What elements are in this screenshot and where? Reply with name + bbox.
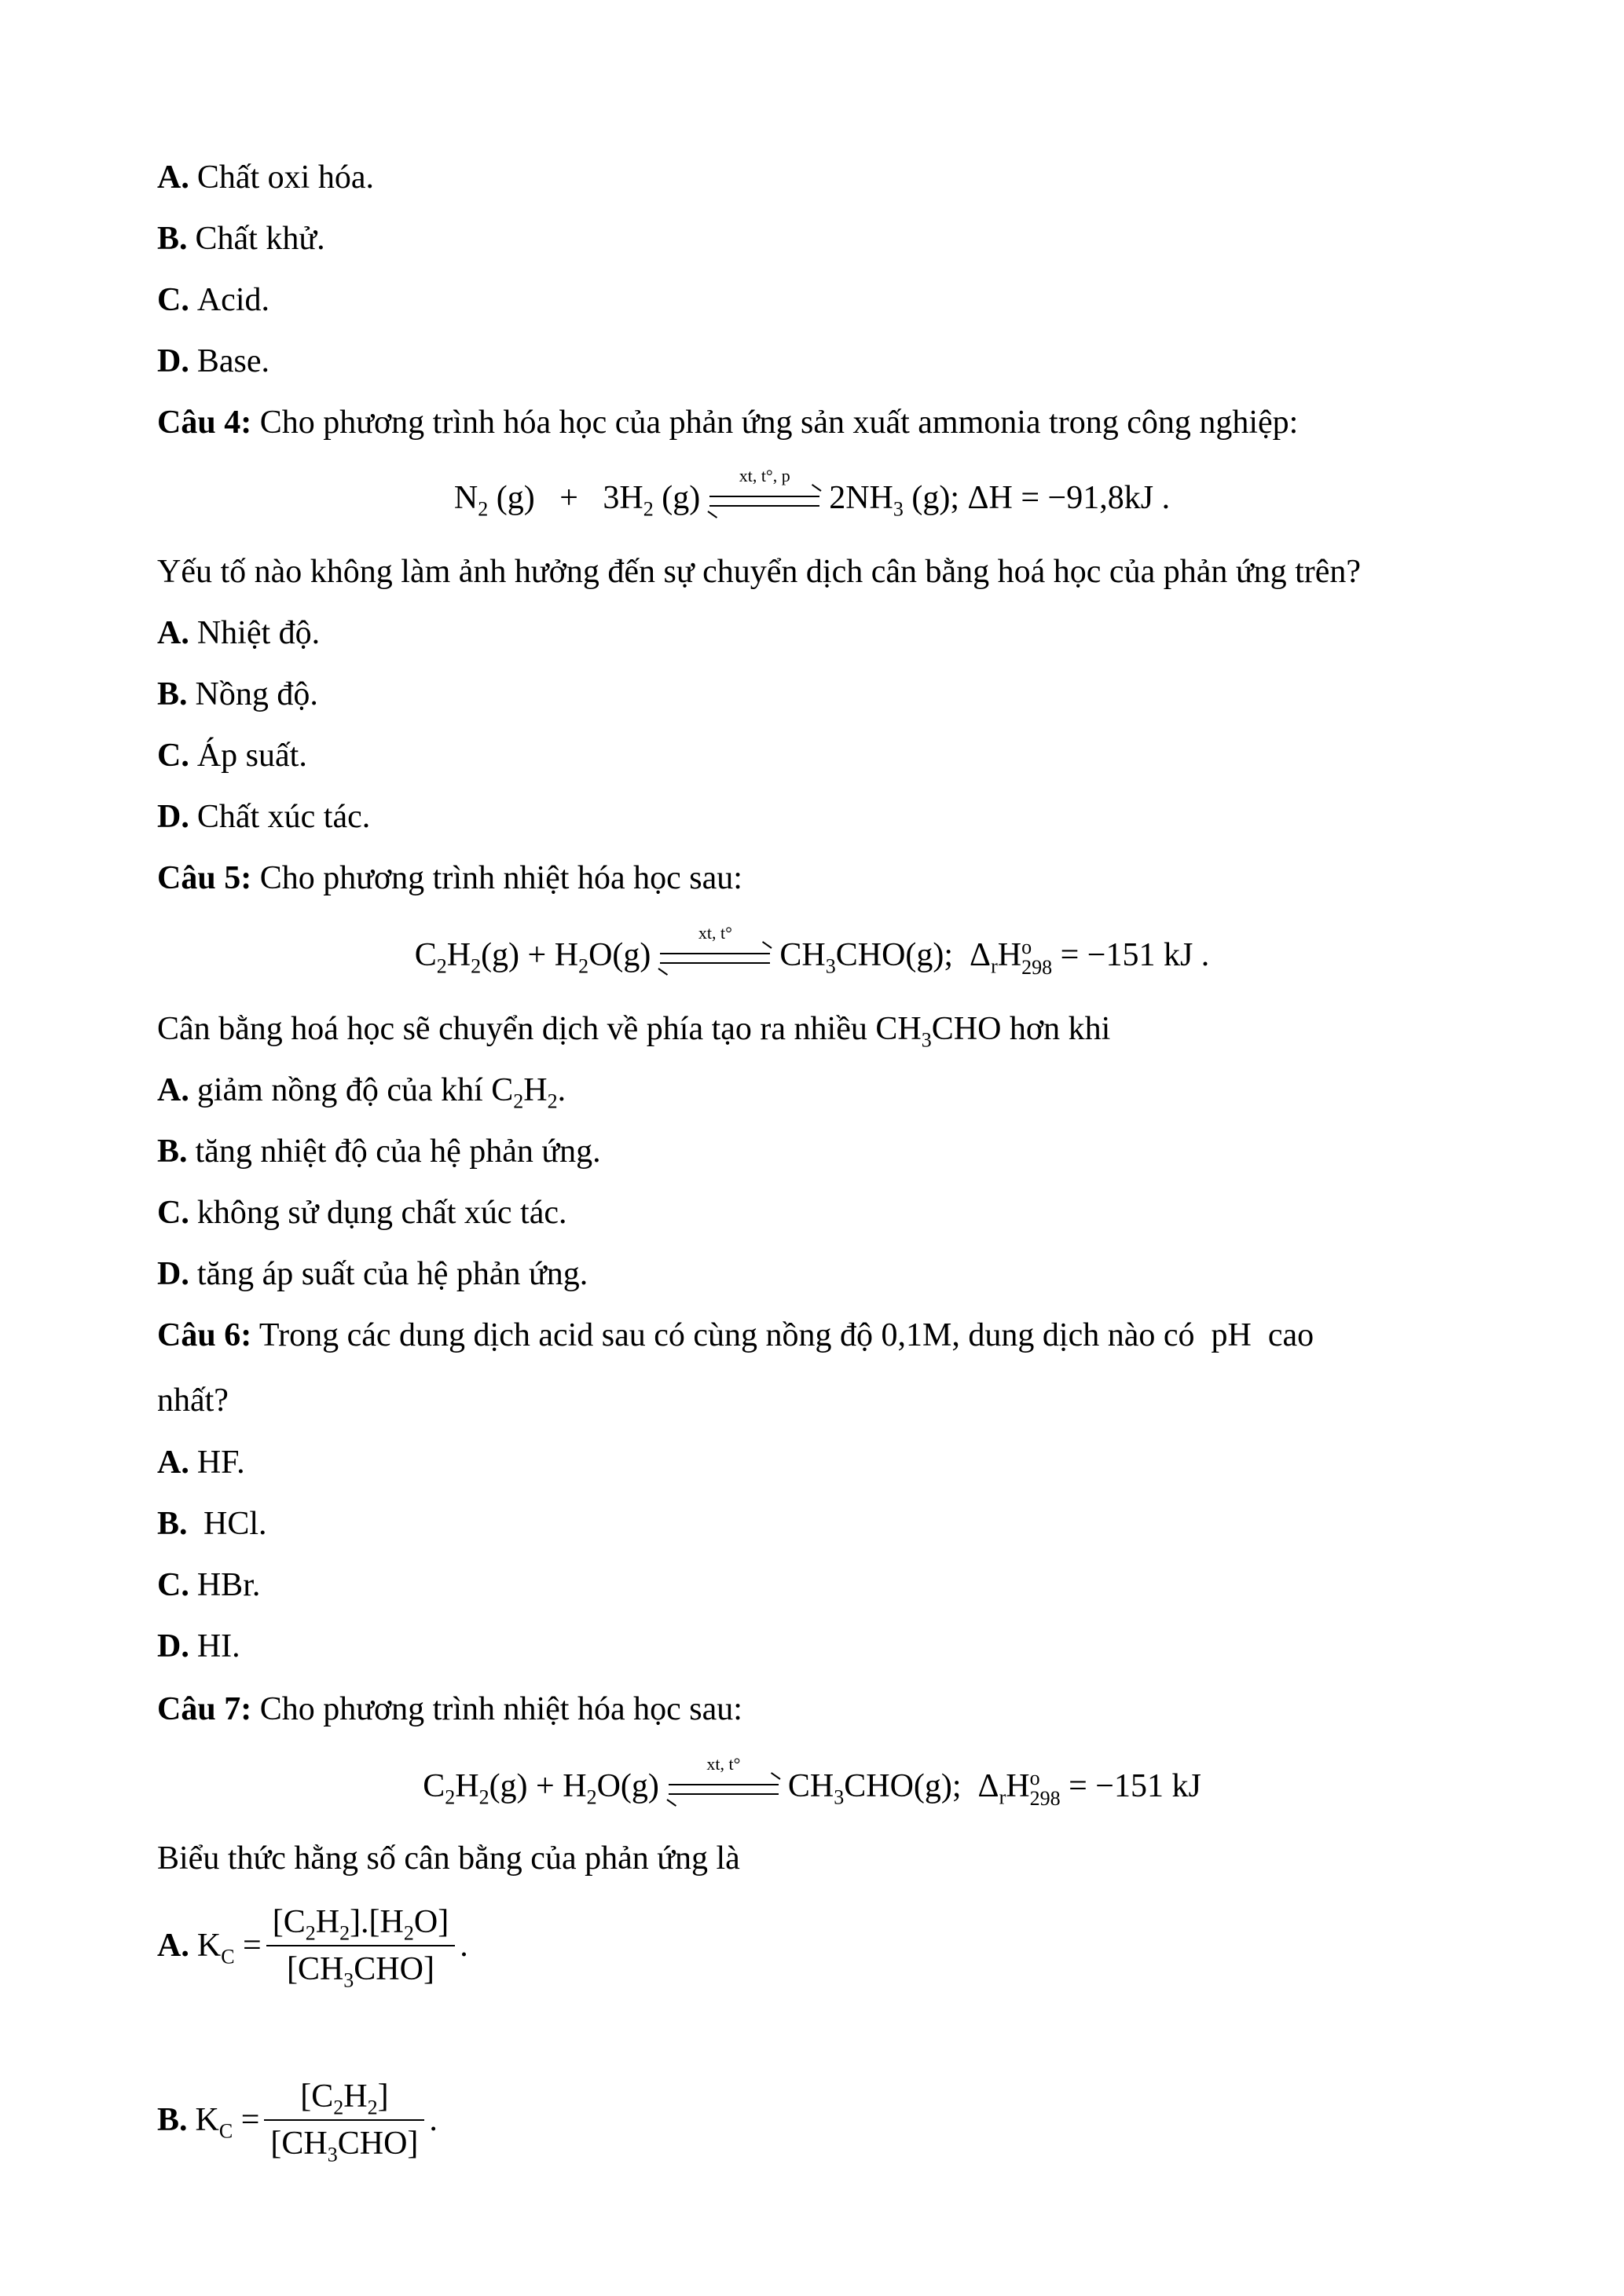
eq-part: CHO(g); Δ xyxy=(835,937,992,973)
eq-sub: 2 xyxy=(471,954,482,978)
q4-option-a xyxy=(157,611,1506,655)
q5-equation xyxy=(0,923,1624,980)
question-label: Câu 6: xyxy=(157,1317,252,1353)
eq-sub: 298 xyxy=(1021,956,1053,980)
option-letter: A. xyxy=(157,1072,189,1108)
eq-part: 2NH xyxy=(829,480,893,516)
q7-stem xyxy=(157,1687,1506,1731)
eq-supsub xyxy=(1030,1768,1061,1809)
question-text: Cân bằng hoá học sẽ chuyển dịch về phía tạo ra nhiều CH xyxy=(157,1011,922,1047)
den-part: [CH xyxy=(286,1951,344,1987)
fraction-denominator xyxy=(266,1946,455,1992)
q6-option-a xyxy=(157,1441,1506,1485)
num-part: O] xyxy=(413,1904,449,1940)
equals-sign: = xyxy=(234,1928,262,1964)
q4-stem xyxy=(157,401,1506,445)
q5-question xyxy=(157,1007,1506,1051)
kc-k: K xyxy=(196,1928,222,1964)
option-text: Nhiệt độ. xyxy=(196,615,321,651)
eq-part: H xyxy=(455,1768,479,1804)
num-part: H xyxy=(343,2078,368,2115)
option-text: HBr. xyxy=(196,1567,261,1603)
eq-sub: 2 xyxy=(643,497,654,521)
num-sub: 2 xyxy=(305,1921,316,1945)
kc-sub: C xyxy=(218,2119,233,2143)
question-label: Câu 7: xyxy=(157,1691,252,1727)
eq-part: H xyxy=(446,937,471,973)
eq-part: H xyxy=(997,937,1022,973)
arrow-label: xt, t° xyxy=(706,1754,741,1774)
q5-option-d xyxy=(157,1252,1506,1296)
option-text: Base. xyxy=(196,343,269,379)
num-sub: 2 xyxy=(367,2096,378,2119)
question-text: Cho phương trình hóa học của phản ứng sản xuất ammonia trong công nghiệp: xyxy=(251,405,1299,441)
q4-equation xyxy=(0,466,1624,522)
option-text: không sử dụng chất xúc tác. xyxy=(196,1195,567,1231)
option-sub: 2 xyxy=(513,1089,524,1113)
q3-option-d xyxy=(157,339,1506,383)
q3-option-b xyxy=(157,217,1506,261)
eq-part: CHO(g); Δ xyxy=(844,1768,999,1804)
eq-part: C xyxy=(423,1768,445,1804)
q6-option-b xyxy=(157,1502,1506,1546)
option-letter: B. xyxy=(157,1506,188,1542)
eq-part: CH xyxy=(787,1768,834,1804)
option-letter: D. xyxy=(157,1628,189,1664)
option-letter: D. xyxy=(157,343,189,379)
num-part: [C xyxy=(272,1904,306,1940)
q5-option-a xyxy=(157,1068,1506,1112)
arrow-label: xt, t°, p xyxy=(739,466,790,486)
equilibrium-arrow-icon xyxy=(669,1754,779,1804)
question-label: Câu 4: xyxy=(157,405,252,441)
option-text: HI. xyxy=(196,1628,240,1664)
q6-stem-cont xyxy=(157,1379,1506,1423)
option-letter: D. xyxy=(157,799,189,835)
eq-part: CH xyxy=(779,937,826,973)
eq-sup: o xyxy=(1021,936,1032,959)
option-text: Áp suất. xyxy=(196,738,307,774)
eq-part: = −151 kJ xyxy=(1060,1768,1201,1804)
q7-option-b xyxy=(157,2074,438,2166)
kc-k: K xyxy=(195,2102,219,2138)
arrow-label: xt, t° xyxy=(698,923,732,943)
eq-sub: 2 xyxy=(578,954,589,978)
num-sub: 2 xyxy=(339,1921,350,1945)
q7-equation xyxy=(0,1754,1624,1811)
question-text: Biểu thức hằng số cân bằng của phản ứng là xyxy=(157,1840,740,1877)
question-text: CHO hơn khi xyxy=(931,1011,1111,1047)
option-text: . xyxy=(557,1072,566,1108)
q4-option-b xyxy=(157,672,1506,716)
q7-option-a xyxy=(157,1899,468,1992)
option-text: tăng áp suất của hệ phản ứng. xyxy=(196,1256,588,1292)
q4-option-c xyxy=(157,734,1506,778)
q3-option-a xyxy=(157,156,1506,200)
eq-part: (g) + H xyxy=(481,937,579,973)
equilibrium-arrow-icon xyxy=(660,923,770,973)
den-part: CHO] xyxy=(337,2126,419,2162)
option-letter: B. xyxy=(157,1133,188,1170)
fraction-numerator xyxy=(264,2074,424,2121)
fraction xyxy=(264,2074,424,2166)
eq-sub: 3 xyxy=(893,497,904,521)
option-text: HF. xyxy=(196,1445,245,1481)
eq-sub: 3 xyxy=(834,1785,845,1809)
den-sub: 3 xyxy=(343,1968,354,1992)
q5-option-c xyxy=(157,1191,1506,1235)
question-text: Cho phương trình nhiệt hóa học sau: xyxy=(251,1691,742,1727)
eq-sup: o xyxy=(1029,1767,1040,1790)
eq-sub: 298 xyxy=(1029,1787,1061,1811)
num-part: ].[H xyxy=(350,1904,404,1940)
option-letter: A. xyxy=(157,1928,189,1964)
question-label: Câu 5: xyxy=(157,860,252,896)
option-text: Acid. xyxy=(196,282,269,318)
den-part: [CH xyxy=(270,2126,328,2162)
option-letter: C. xyxy=(157,738,189,774)
num-part: H xyxy=(315,1904,340,1940)
option-letter: A. xyxy=(157,159,189,196)
kc-sub: C xyxy=(221,1945,235,1968)
option-text: H xyxy=(523,1072,548,1108)
num-part: ] xyxy=(377,2078,389,2115)
den-part: CHO] xyxy=(354,1951,434,1987)
eq-part: N xyxy=(453,480,478,516)
eq-sub: r xyxy=(999,1785,1006,1809)
option-letter: C. xyxy=(157,1195,189,1231)
eq-part: = −151 kJ . xyxy=(1052,937,1210,973)
fraction-denominator xyxy=(264,2121,424,2166)
q5-option-b xyxy=(157,1130,1506,1174)
eq-part: (g) + H xyxy=(489,1768,587,1804)
eq-supsub xyxy=(1021,937,1052,978)
question-text: Cho phương trình nhiệt hóa học sau: xyxy=(251,860,742,896)
option-text: tăng nhiệt độ của hệ phản ứng. xyxy=(195,1133,601,1170)
eq-part: (g); ΔH = −91,8kJ . xyxy=(903,480,1171,516)
q6-stem xyxy=(157,1313,1506,1357)
option-text: giảm nồng độ của khí C xyxy=(196,1072,514,1108)
period: . xyxy=(429,2102,438,2138)
option-text: Chất khử. xyxy=(195,221,325,257)
option-letter: B. xyxy=(157,221,188,257)
eq-part: O(g) xyxy=(588,937,651,973)
eq-sub: 2 xyxy=(478,1785,489,1809)
option-letter: A. xyxy=(157,1445,189,1481)
eq-part: (g) + 3H xyxy=(488,480,643,516)
eq-sub: 2 xyxy=(478,497,489,521)
eq-sub: 3 xyxy=(825,954,836,978)
eq-part: (g) xyxy=(653,480,701,516)
den-sub: 3 xyxy=(327,2143,338,2166)
option-letter: A. xyxy=(157,615,189,651)
q6-option-c xyxy=(157,1563,1506,1607)
kc-symbol xyxy=(195,2102,233,2143)
eq-sub: 2 xyxy=(586,1785,597,1809)
q3-option-c xyxy=(157,278,1506,322)
q6-option-d xyxy=(157,1624,1506,1668)
q4-question xyxy=(157,550,1506,594)
option-letter: B. xyxy=(157,2102,188,2138)
equilibrium-arrow-icon xyxy=(709,466,819,516)
num-part: [C xyxy=(300,2078,334,2115)
eq-part: H xyxy=(1006,1768,1030,1804)
question-sub: 3 xyxy=(921,1028,932,1052)
option-sub: 2 xyxy=(547,1089,558,1113)
eq-sub: 2 xyxy=(445,1785,456,1809)
option-text: Nồng độ. xyxy=(195,676,318,712)
eq-part: O(g) xyxy=(596,1768,659,1804)
eq-part: C xyxy=(414,937,437,973)
q4-option-d xyxy=(157,795,1506,839)
option-letter: B. xyxy=(157,676,188,712)
question-text: Yếu tố nào không làm ảnh hưởng đến sự chuyển dịch cân bằng hoá học của phản ứng trên? xyxy=(157,554,1362,590)
num-sub: 2 xyxy=(403,1921,414,1945)
option-letter: D. xyxy=(157,1256,189,1292)
question-text: Trong các dung dịch acid sau có cùng nồng độ 0,1M, dung dịch nào có pH cao xyxy=(251,1317,1314,1353)
num-sub: 2 xyxy=(333,2096,344,2119)
question-text: nhất? xyxy=(157,1382,229,1419)
q5-stem xyxy=(157,856,1506,900)
equals-sign: = xyxy=(233,2102,260,2138)
period: . xyxy=(460,1928,468,1964)
eq-sub: r xyxy=(991,954,998,978)
option-text: HCl. xyxy=(195,1506,267,1542)
kc-symbol xyxy=(196,1928,235,1968)
option-letter: C. xyxy=(157,282,189,318)
option-letter: C. xyxy=(157,1567,189,1603)
eq-sub: 2 xyxy=(436,954,447,978)
q7-question xyxy=(157,1836,1506,1880)
option-text: Chất xúc tác. xyxy=(196,799,371,835)
fraction xyxy=(266,1899,455,1992)
fraction-numerator xyxy=(266,1899,455,1946)
option-text: Chất oxi hóa. xyxy=(196,159,374,196)
